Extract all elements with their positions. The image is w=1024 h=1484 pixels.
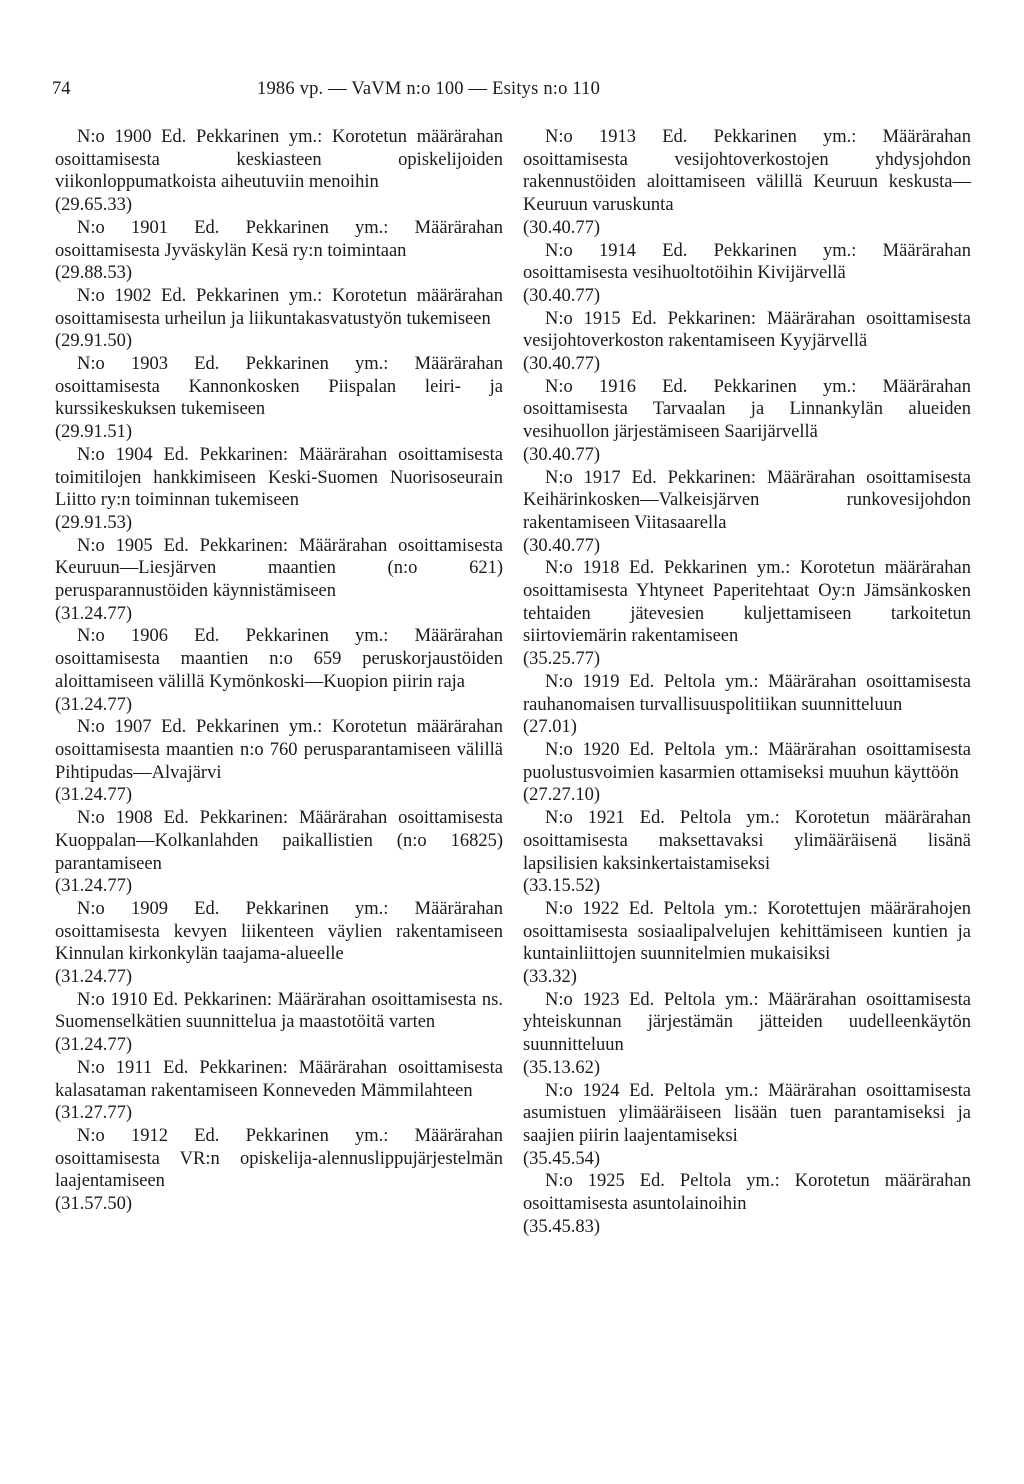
motion-text: N:o 1922 Ed. Peltola ym.: Korotettujen määrärahojen osoittamisesta sosiaalipalvelujen kehittämiseen kuntien ja kuntainliittojen suunnitelmien mukaisiksi bbox=[523, 898, 971, 965]
motion-text: N:o 1900 Ed. Pekkarinen ym.: Korotetun määrärahan osoittamisesta keskiasteen opiskelijoiden viikonloppumatkoista aiheutuviin menoihin bbox=[55, 127, 503, 193]
budget-reference: (30.40.77) bbox=[523, 285, 601, 306]
page-header bbox=[52, 74, 972, 104]
motion-text: N:o 1915 Ed. Pekkarinen: Määrärahan osoittamisesta vesijohtoverkoston rakentamiseen Kyyjärvellä bbox=[523, 308, 971, 352]
motion-text: N:o 1921 Ed. Peltola ym.: Korotetun määrärahan osoittamisesta maksettavaksi ylimääräisenä lisänä lapsilisien kaksinkertaistamiseksi bbox=[523, 808, 971, 874]
motion-entry bbox=[55, 126, 503, 217]
motion-entry bbox=[55, 217, 503, 285]
motion-entry bbox=[523, 1170, 971, 1238]
budget-reference: (27.01) bbox=[523, 717, 577, 738]
motion-text: N:o 1906 Ed. Pekkarinen ym.: Määrärahan osoittamisesta maantien n:o 659 peruskorjaustöiden aloittamiseen välillä Kymönkoski—Kuopion piirin raja bbox=[55, 626, 503, 692]
left-column bbox=[55, 126, 503, 1216]
motion-entry bbox=[523, 557, 971, 671]
budget-reference: (31.24.77) bbox=[55, 1035, 133, 1056]
motion-entry bbox=[55, 353, 503, 444]
budget-reference: (30.40.77) bbox=[523, 444, 601, 465]
budget-reference: (29.65.33) bbox=[55, 195, 133, 216]
motion-text: N:o 1918 Ed. Pekkarinen ym.: Korotetun määrärahan osoittamisesta Yhtyneet Paperitehtaat Oy:n Jämsänkosken tehtaiden jätevesien kuljettamiseen tarkoitetun siirtoviemärin rakentamiseen bbox=[523, 558, 971, 647]
motion-entry bbox=[523, 308, 971, 376]
motion-text: N:o 1907 Ed. Pekkarinen ym.: Korotetun määrärahan osoittamisesta maantien n:o 760 perusparantamiseen välillä Pihtipudas—Alvajärvi bbox=[55, 717, 503, 783]
motion-entry bbox=[55, 1125, 503, 1216]
motion-entry bbox=[55, 285, 503, 353]
motion-text: N:o 1913 Ed. Pekkarinen ym.: Määrärahan osoittamisesta vesijohtoverkostojen yhdysjohdon rakennustöiden aloittamiseen välillä Keuruun keskusta—Keuruun varuskunta bbox=[523, 127, 971, 216]
budget-reference: (31.24.77) bbox=[55, 785, 133, 806]
budget-reference: (31.24.77) bbox=[55, 967, 133, 988]
motion-text: N:o 1910 Ed. Pekkarinen: Määrärahan osoittamisesta ns. Suomenselkätien suunnittelua ja maastotöitä varten bbox=[55, 989, 503, 1033]
budget-reference: (35.25.77) bbox=[523, 649, 601, 670]
budget-reference: (33.15.52) bbox=[523, 876, 601, 897]
motion-text: N:o 1902 Ed. Pekkarinen ym.: Korotetun määrärahan osoittamisesta urheilun ja liikuntakasvatustyön tukemiseen bbox=[55, 285, 503, 329]
motion-text: N:o 1912 Ed. Pekkarinen ym.: Määrärahan osoittamisesta VR:n opiskelija-alennuslippujärjestelmän laajentamiseen bbox=[55, 1125, 503, 1192]
motion-entry bbox=[523, 1080, 971, 1171]
motion-text: N:o 1924 Ed. Peltola ym.: Määrärahan osoittamisesta asumistuen ylimääräiseen lisään tuen parantamiseksi ja saajien piirin laajentamiseksi bbox=[523, 1080, 971, 1146]
motion-text: N:o 1909 Ed. Pekkarinen ym.: Määrärahan osoittamisesta kevyen liikenteen väylien rakentamiseen Kinnulan kirkonkylän taajama-alueelle bbox=[55, 898, 503, 965]
budget-reference: (35.45.83) bbox=[523, 1216, 601, 1237]
motion-entry bbox=[523, 467, 971, 558]
budget-reference: (31.57.50) bbox=[55, 1194, 133, 1215]
motion-entry bbox=[55, 1057, 503, 1125]
motion-text: N:o 1925 Ed. Peltola ym.: Korotetun määrärahan osoittamisesta asuntolainoihin bbox=[523, 1171, 971, 1215]
motion-text: N:o 1916 Ed. Pekkarinen ym.: Määrärahan osoittamisesta Tarvaalan ja Linnankylän alueiden vesihuollon järjestämiseen Saarijärvellä bbox=[523, 376, 971, 443]
motion-entry bbox=[523, 376, 971, 467]
motion-text: N:o 1917 Ed. Pekkarinen: Määrärahan osoittamisesta Keihärinkosken—Valkeisjärven runkovesijohdon rakentamiseen Viitasaarella bbox=[523, 467, 971, 533]
budget-reference: (29.88.53) bbox=[55, 263, 133, 284]
budget-reference: (35.13.62) bbox=[523, 1057, 601, 1078]
budget-reference: (31.24.77) bbox=[55, 694, 133, 715]
motion-entry bbox=[55, 898, 503, 989]
motion-entry bbox=[55, 807, 503, 898]
running-head: 1986 vp. — VaVM n:o 100 — Esitys n:o 110 bbox=[257, 79, 601, 99]
motion-entry bbox=[523, 671, 971, 739]
budget-reference: (33.32) bbox=[523, 967, 577, 988]
motion-entry bbox=[523, 989, 971, 1080]
right-column bbox=[523, 126, 971, 1238]
motion-entry bbox=[523, 126, 971, 240]
motion-entry bbox=[523, 807, 971, 898]
budget-reference: (29.91.51) bbox=[55, 422, 133, 443]
budget-reference: (31.24.77) bbox=[55, 603, 133, 624]
motion-entry bbox=[55, 444, 503, 535]
budget-reference: (30.40.77) bbox=[523, 535, 601, 556]
motion-entry bbox=[523, 739, 971, 807]
motion-entry bbox=[523, 240, 971, 308]
motion-text: N:o 1901 Ed. Pekkarinen ym.: Määrärahan osoittamisesta Jyväskylän Kesä ry:n toimintaan bbox=[55, 217, 503, 261]
motion-text: N:o 1920 Ed. Peltola ym.: Määrärahan osoittamisesta puolustusvoimien kasarmien ottamiseksi muuhun käyttöön bbox=[523, 739, 971, 783]
budget-reference: (31.24.77) bbox=[55, 876, 133, 897]
motion-text: N:o 1905 Ed. Pekkarinen: Määrärahan osoittamisesta Keuruun—Liesjärven maantien (n:o 621) perusparannustöiden käynnistämiseen bbox=[55, 535, 503, 602]
motion-text: N:o 1904 Ed. Pekkarinen: Määrärahan osoittamisesta toimitilojen hankkimiseen Keski-Suomen Nuorisoseurain Liitto ry:n toiminnan tukemiseen bbox=[55, 444, 503, 511]
motion-entry bbox=[55, 625, 503, 716]
motion-entry bbox=[55, 989, 503, 1057]
motion-text: N:o 1903 Ed. Pekkarinen ym.: Määrärahan osoittamisesta Kannonkosken Piispalan leiri- ja kurssikeskuksen tukemiseen bbox=[55, 354, 503, 420]
motion-text: N:o 1911 Ed. Pekkarinen: Määrärahan osoittamisesta kalasataman rakentamiseen Konneveden Mämmilahteen bbox=[55, 1057, 503, 1101]
page-number: 74 bbox=[52, 79, 71, 99]
motion-text: N:o 1908 Ed. Pekkarinen: Määrärahan osoittamisesta Kuoppalan—Kolkanlahden paikallistien (n:o 16825) parantamiseen bbox=[55, 808, 503, 874]
motion-text: N:o 1914 Ed. Pekkarinen ym.: Määrärahan osoittamisesta vesihuoltotöihin Kivijärvellä bbox=[523, 240, 971, 284]
budget-reference: (30.40.77) bbox=[523, 354, 601, 375]
budget-reference: (31.27.77) bbox=[55, 1103, 133, 1124]
motion-entry bbox=[55, 716, 503, 807]
budget-reference: (29.91.50) bbox=[55, 331, 133, 352]
motion-text: N:o 1923 Ed. Peltola ym.: Määrärahan osoittamisesta yhteiskunnan järjestämän jätteiden uudelleenkäytön suunnitteluun bbox=[523, 989, 971, 1056]
motion-text: N:o 1919 Ed. Peltola ym.: Määrärahan osoittamisesta rauhanomaisen turvallisuuspolitiikan suunnitteluun bbox=[523, 671, 971, 715]
budget-reference: (35.45.54) bbox=[523, 1148, 601, 1169]
budget-reference: (29.91.53) bbox=[55, 512, 133, 533]
motion-entry bbox=[523, 898, 971, 989]
budget-reference: (27.27.10) bbox=[523, 785, 601, 806]
budget-reference: (30.40.77) bbox=[523, 217, 601, 238]
motion-entry bbox=[55, 535, 503, 626]
